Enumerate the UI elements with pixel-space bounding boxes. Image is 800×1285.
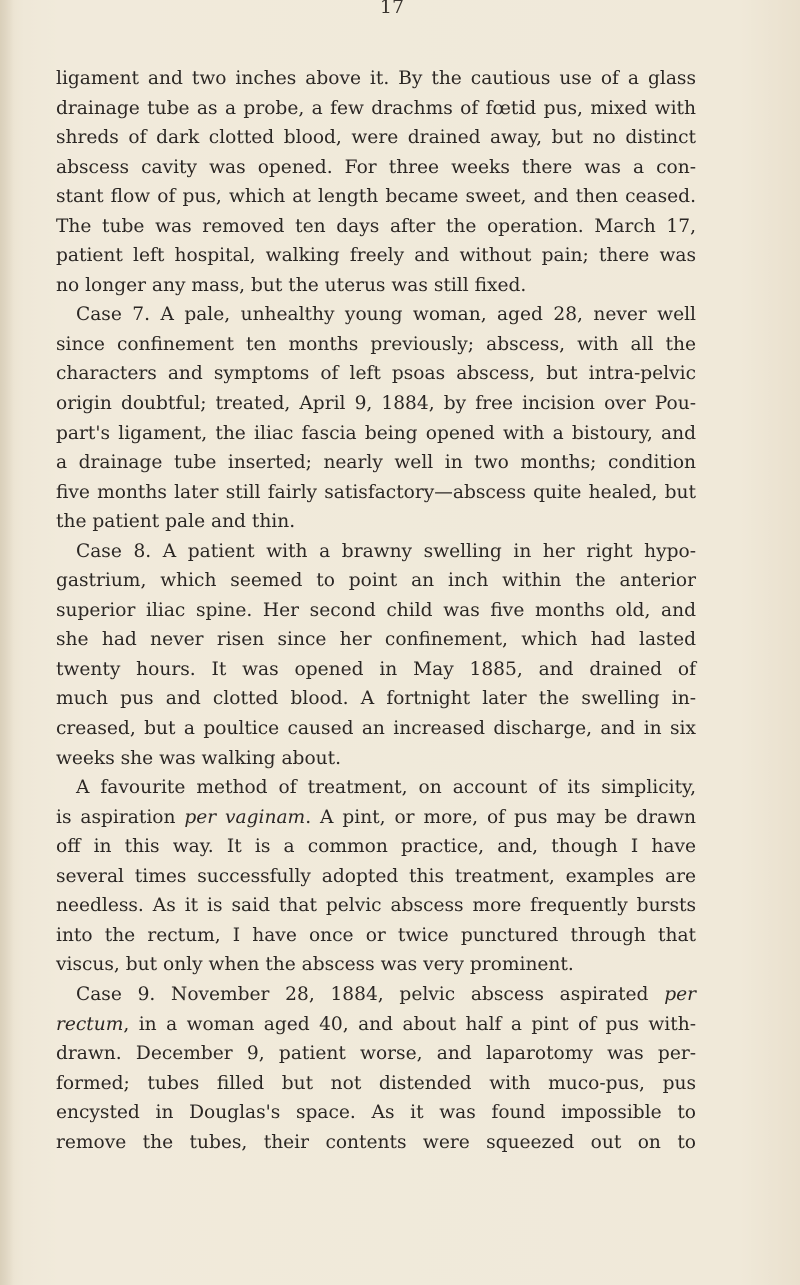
text-line (56, 773, 696, 803)
text-segment: patient left hospital, walking freely and without pain; there was (56, 245, 696, 267)
text-segment: abscess cavity was opened. For three weeks there was a con- (56, 156, 696, 178)
text-line (56, 714, 696, 744)
text-line (56, 64, 696, 94)
text-line (56, 832, 696, 862)
text-line (56, 94, 696, 124)
text-segment: drawn. December 9, patient worse, and laparotomy was per- (56, 1043, 696, 1065)
italic-phrase: per (664, 983, 696, 1005)
text-segment: drainage tube as a probe, a few drachms of fœtid pus, mixed with (56, 97, 696, 119)
text-segment: twenty hours. It was opened in May 1885, and drained of (56, 658, 696, 680)
text-line (56, 1069, 696, 1099)
text-line (56, 921, 696, 951)
text-line (56, 1098, 696, 1128)
text-segment: remove the tubes, their contents were squeezed out on to (56, 1131, 696, 1153)
text-segment: stant flow of pus, which at length became sweet, and then ceased. (56, 186, 696, 208)
italic-phrase: per vaginam (184, 806, 306, 828)
text-line (56, 625, 696, 655)
text-line (56, 330, 696, 360)
text-segment: formed; tubes filled but not distended with muco-pus, pus (56, 1072, 696, 1094)
text-segment: weeks she was walking about. (56, 747, 342, 769)
text-segment: off in this way. It is a common practice, and, though I have (56, 836, 696, 858)
text-segment: shreds of dark clotted blood, were drained away, but no distinct (56, 127, 696, 149)
text-line (56, 1039, 696, 1069)
text-line (56, 241, 696, 271)
text-segment: The tube was removed ten days after the operation. March 17, (56, 215, 696, 237)
text-segment: much pus and clotted blood. A fortnight later the swelling in- (56, 688, 696, 710)
text-line (56, 684, 696, 714)
text-line (56, 744, 696, 774)
text-line (56, 655, 696, 685)
text-segment: since confinement ten months previously; abscess, with all the (56, 333, 696, 355)
text-line (56, 1010, 696, 1040)
text-segment: ligament and two inches above it. By the cautious use of a glass (56, 68, 696, 89)
text-line (56, 123, 696, 153)
text-segment: a drainage tube inserted; nearly well in two months; condition (56, 452, 696, 474)
text-segment: Case 7. A pale, unhealthy young woman, aged 28, never well (76, 304, 696, 326)
text-line (56, 537, 696, 567)
text-line (56, 596, 696, 626)
page-gutter-shadow (0, 0, 14, 1285)
text-segment: the patient pale and thin. (56, 511, 296, 533)
text-line (56, 891, 696, 921)
text-segment: five months later still fairly satisfactory—abscess quite healed, but (56, 481, 696, 503)
text-segment: is aspiration (56, 806, 185, 828)
text-segment: gastrium, which seemed to point an inch within the anterior (56, 570, 696, 592)
text-line (56, 1128, 696, 1158)
text-line (56, 566, 696, 596)
text-line (56, 359, 696, 389)
text-segment: needless. As it is said that pelvic abscess more frequently bursts (56, 895, 696, 917)
text-line (56, 212, 696, 242)
text-segment: origin doubtful; treated, April 9, 1884, by free incision over Pou- (56, 393, 696, 415)
text-line (56, 419, 696, 449)
text-line (56, 862, 696, 892)
italic-phrase: rectum (56, 1013, 124, 1035)
text-line (56, 389, 696, 419)
text-segment: superior iliac spine. Her second child was five months old, and (56, 599, 696, 621)
text-line (56, 507, 696, 537)
text-segment: Case 9. November 28, 1884, pelvic abscess aspirated (76, 983, 665, 1005)
text-segment: characters and symptoms of left psoas abscess, but intra-pelvic (56, 363, 696, 385)
text-segment: . A pint, or more, of pus may be drawn (305, 806, 696, 828)
page-number: 17 (379, 0, 405, 18)
text-line (56, 478, 696, 508)
text-line (56, 300, 696, 330)
text-segment: she had never risen since her confinement, which had lasted (56, 629, 696, 651)
text-segment: Case 8. A patient with a brawny swelling in her right hypo- (76, 540, 696, 562)
text-line (56, 448, 696, 478)
text-line (56, 803, 696, 833)
text-segment: encysted in Douglas's space. As it was found impossible to (56, 1102, 696, 1124)
text-segment: , in a woman aged 40, and about half a pint of pus with- (123, 1013, 696, 1035)
text-line (56, 950, 696, 980)
text-segment: no longer any mass, but the uterus was still fixed. (56, 274, 527, 296)
text-line (56, 182, 696, 212)
text-segment: part's ligament, the iliac fascia being opened with a bistoury, and (56, 422, 696, 444)
body-text (56, 64, 696, 1157)
text-line (56, 271, 696, 301)
text-segment: several times successfully adopted this treatment, examples are (56, 865, 696, 887)
text-line (56, 153, 696, 183)
text-segment: A favourite method of treatment, on account of its simplicity, (76, 777, 696, 799)
text-segment: viscus, but only when the abscess was very prominent. (56, 954, 574, 976)
text-segment: into the rectum, I have once or twice punctured through that (56, 924, 696, 946)
text-segment: creased, but a poultice caused an increased discharge, and in six (56, 718, 696, 740)
text-line (56, 980, 696, 1010)
